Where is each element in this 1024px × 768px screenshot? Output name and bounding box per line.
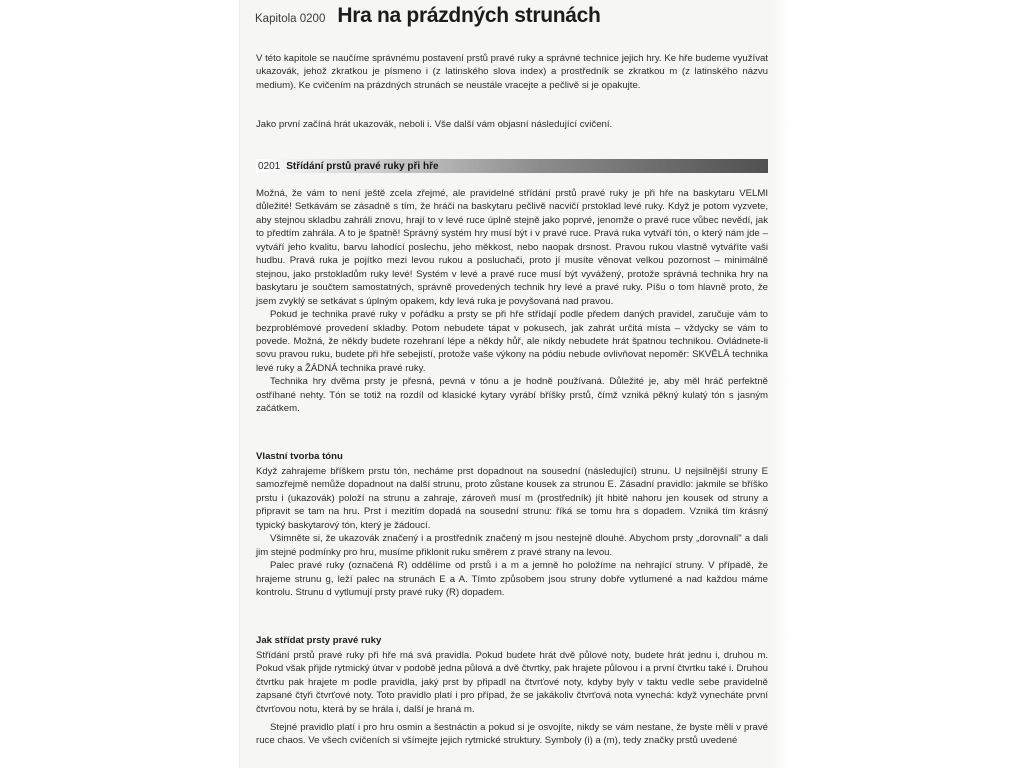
intro-paragraph	[256, 52, 768, 92]
section-heading-bar	[256, 159, 768, 173]
body-paragraph: Technika hry dvěma prsty je přesná, pevná v tónu a je hodně používaná. Důležité je, aby měl hráč perfektně ostříhané nehty. Tón se totiž na rozdíl od klasické kytary vyrábí bříšky prstů, čímž vzniká pěkný kulatý tón s jasným začátkem.	[256, 376, 768, 415]
body-paragraph: Pokud je technika pravé ruky v pořádku a prsty se při hře střídají podle předem daných pravidel, zaručuje vám to bezproblémové provedení skladby. Potom nebudete tápat v pokusech, jak zahrát určitá místa – vždycky se vám to povede. Možná, že někdy budete rozehraní lépe a někdy hůř, ale nikdy nebudete hrát špatnou technikou. Ovládnete-li sovu pravou ruku, budete při hře sebejistí, protože vaše výkony na pódiu nebude ovlivňovat nepoměr: SKVĚLÁ technika levé ruky a ŽÁDNÁ technika pravé ruky.	[256, 309, 768, 374]
page-edge	[770, 0, 790, 768]
intro-paragraph-2	[256, 118, 768, 131]
section-number: 0201	[258, 160, 281, 172]
section-body	[256, 187, 768, 416]
chapter-title: Hra na prázdných strunách	[337, 4, 601, 27]
body-paragraph: Všimněte si, že ukazovák značený i a prostředník značený m jsou nestejně dlouhé. Abychom prsty „dorovnali" a dali jim stejné podmínky pro hru, musíme přiklonit ruku směrem z pravé strany na levou.	[256, 533, 768, 558]
body-paragraph: Možná, že vám to není ještě zcela zřejmé, ale pravidelné střídání prstů pravé ruky je při hře na baskytaru VELMI důležité! Setkávám se zásadně s tím, že hráči na baskytaru pečlivě nacvičí prstoklad levé ruky. Když je potom vyzvete, aby stejnou skladbu zahráli znovu, hrají to v levé ruce úplně stejně jako poprvé, jenomže o pravé ruce vůbec nevědí, jak to předtím zahrála. A to je špatně! Správný systém hry musí být i v pravé ruce. Pravá ruka vytváří tón, o který nám jde – vytváří jeho kvalitu, barvu lahodící poslechu, jeho měkkost, nebo naopak drsnost. Pravou rukou vlastně vytváříte vaši hudbu. Pravá ruka je pojítko mezi levou rukou a posluchači, proto jí musíte věnovat velkou pozornost – minimálně stejnou, jako prstokladům ruky levé! Systém v levé a pravé ruce musí být vyvážený, protože správná technika hry na baskytaru je součtem samostatných, správně provedených technik hry levé a pravé ruky. Píšu o tom hlavně proto, že jsem zvyklý se setkávat s úplným opakem, kdy levá ruka je povyšovaná nad pravou.	[256, 188, 768, 307]
tone-production-body	[256, 465, 768, 600]
chapter-header	[255, 4, 601, 28]
finger-alternation-body-2	[256, 721, 768, 748]
body-paragraph: Palec pravé ruky (označená R) oddělíme od prstů i a m a jemně ho položíme na nehrající struny. V případě, že hrajeme strunu g, leží palec na strunách E a A. Tímto způsobem jsou struny dobře vytlumené a nad každou máme kontrolu. Strunu d vytlumují prsty pravé ruky (R) dopadem.	[256, 560, 768, 599]
body-paragraph: Když zahrajeme bříškem prstu tón, necháme prst dopadnout na sousední (následující) strunu. U nejsilnější struny E samozřejmě nemůže dopadnout na další strunu, proto zůstane kousek za strunou E. Zásadní pravidlo: jakmile se bříško prstu i (ukazovák) položí na strunu a zahraje, zároveň musí m (prostředník) jít hbitě nahoru jen kousek od struny a připravit se tam na hru. Prst i mezitím dopadá na sousední strunu: říká se tomu hra s dopadem. Vzniká tím krásný typický baskytarový tón, který je žádoucí.	[256, 466, 768, 531]
subheading-tone-production: Vlastní tvorba tónu	[256, 451, 343, 462]
subheading-finger-alternation: Jak střídat prsty pravé ruky	[256, 635, 382, 646]
finger-alternation-body	[256, 649, 768, 716]
body-paragraph: Stejné pravidlo platí i pro hru osmin a šestnáctin a pokud si je osvojíte, nikdy se vám nestane, že byste měli v pravé ruce chaos. Ve všech cvičeních si všímejte jejich rytmické struktury. Symboly (i) a (m), tedy značky prstů uvedené	[256, 722, 768, 747]
body-paragraph: Střídání prstů pravé ruky při hře má svá pravidla. Pokud budete hrát dvě půlové noty, budete hrát jednu i, druhou m. Pokud však přijde rytmický útvar v podobě jedna půlová a dvě čtvrtky, pak hrajete půlovou i a první čtvrtku také i. Druhou čtvrtku pak hrajete m podle pravidla, jaký prst by připadl na čtvrťové noty, kdyby byly v taktu vedle sebe pravidelně zapsané čtyři čtvrťové noty. Toto pravidlo platí i pro případ, že se jakákoliv čtvrťová nota vynechá: když vynecháte první čtvrťovou notu, která by se hrála i, další je hraná m.	[256, 650, 768, 715]
intro-text-2: Jako první začíná hrát ukazovák, neboli i. Vše další vám objasní následující cvičení.	[256, 119, 613, 130]
intro-text: V této kapitole se naučíme správnému postavení prstů pravé ruky a správné technice jejich hry. Ke hře budeme využívat ukazovák, jehož zkratkou je písmeno i (z latinského slova index) a prostředník se zkratkou m (z latinského názvu medium). Ke cvičením na prázdných strunách se neustále vracejte a pečlivě si je opakujte.	[256, 53, 768, 91]
chapter-label: Kapitola 0200	[255, 13, 326, 25]
section-title: Střídání prstů pravé ruky při hře	[286, 160, 439, 172]
